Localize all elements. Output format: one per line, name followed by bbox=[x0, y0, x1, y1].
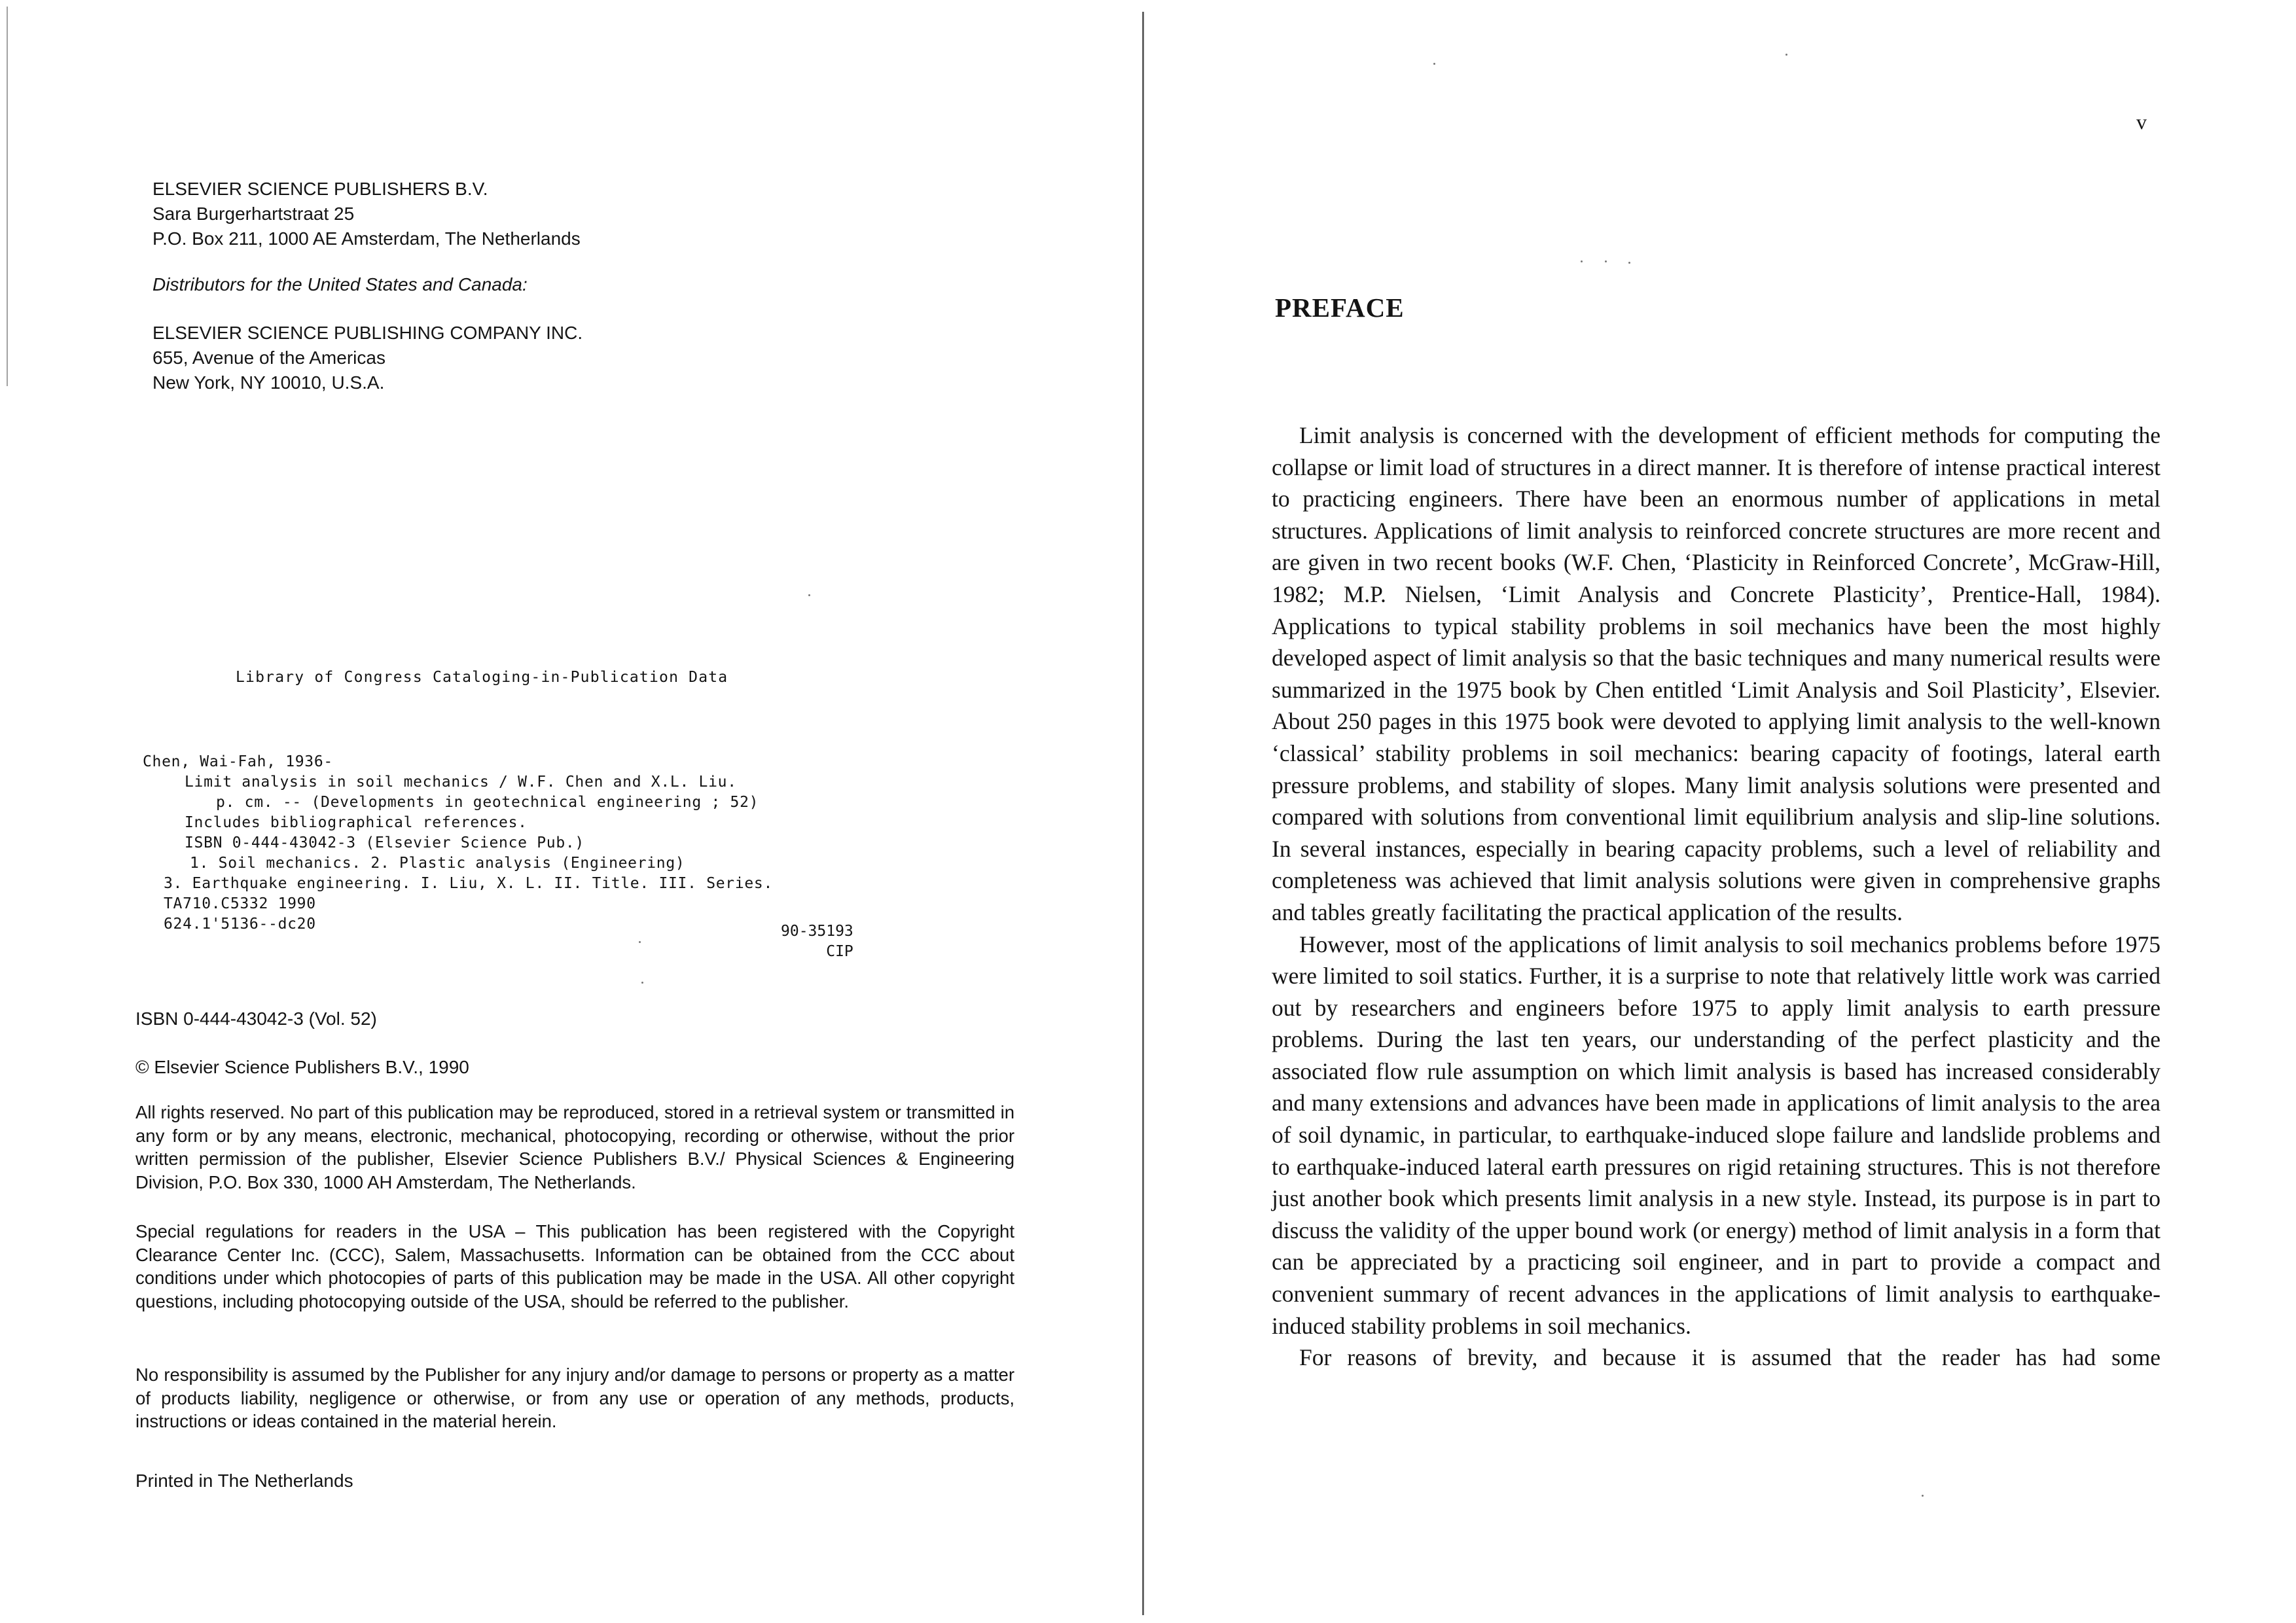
cip-heading: Library of Congress Cataloging-in-Publication Data bbox=[236, 669, 728, 686]
preface-paragraph: For reasons of brevity, and because it is assumed that the reader has had some bbox=[1299, 1344, 2161, 1371]
cip-line: Chen, Wai-Fah, 1936- bbox=[143, 753, 333, 770]
preface-paragraph: However, most of the applications of limit analysis to soil mechanics problems before 1975 were limited to soil statics. Further, it is a surprise to note that relatively little work was carried out by researchers and engineers before 1975 to apply limit analysis to earth pressure problems. During the last ten years, our understanding of the perfect plasticity and the associated flow rule assumption on which limit analysis is based has increased considerably and many extensions and advances have been made in applications of limit analysis to the area of soil dynamic, in particular, to earthquake-induced slope failure and landslide problems and to earthquake-induced lateral earth pressures on rigid retaining structures. This is not therefore just another book which presents limit analysis in a new style. Instead, its purpose is in part to discuss the validity of the upper bound work (or energy) method of limit analysis in a form that can be appreciated by a practicing soil engineer, and in part to provide a compact and convenient summary of recent advances in the applications of limit analysis to earthquake-induced stability problems in soil mechanics. bbox=[1272, 931, 2161, 1339]
cip-line: Includes bibliographical references. bbox=[185, 814, 528, 831]
us-publisher-city: New York, NY 10010, U.S.A. bbox=[152, 372, 385, 393]
printed-in: Printed in The Netherlands bbox=[135, 1471, 353, 1491]
scan-speck bbox=[1605, 260, 1607, 262]
scan-speck bbox=[1581, 260, 1583, 262]
cip-line: ISBN 0-444-43042-3 (Elsevier Science Pub.) bbox=[185, 834, 584, 851]
rights-notice: All rights reserved. No part of this publication may be reproduced, stored in a retrieval system or transmitted in any form or by any means, electronic, mechanical, photocopying, recording or otherwise, without the prior written permission of the publisher, Elsevier Science Publishers B.V./ Physical Sciences & Engineering Division, P.O. Box 330, 1000 AH Amsterdam, The Netherlands. bbox=[135, 1102, 1014, 1192]
cip-line: 624.1'5136--dc20 bbox=[164, 916, 316, 933]
distributors-label: Distributors for the United States and Canada: bbox=[152, 274, 528, 294]
scan-speck bbox=[639, 941, 641, 943]
special-regulations: Special regulations for readers in the USA – This publication has been registered with the Copyright Clearance Center Inc. (CCC), Salem, Massachusetts. Information can be obtained from the CCC about conditions under which photocopies of parts of this publication may be made in the USA. All other copyright questions, including photocopying outside of the USA, should be referred to the publisher. bbox=[135, 1221, 1014, 1311]
scan-speck bbox=[1433, 63, 1435, 65]
publisher-street: Sara Burgerhartstraat 25 bbox=[152, 204, 355, 224]
us-publisher-name: ELSEVIER SCIENCE PUBLISHING COMPANY INC. bbox=[152, 323, 583, 343]
preface-body bbox=[1272, 419, 2161, 1374]
page-number: v bbox=[2136, 110, 2147, 134]
us-publisher-street: 655, Avenue of the Americas bbox=[152, 348, 386, 368]
isbn: ISBN 0-444-43042-3 (Vol. 52) bbox=[135, 1008, 377, 1029]
publisher-po-box: P.O. Box 211, 1000 AE Amsterdam, The Netherlands bbox=[152, 228, 581, 249]
copyright-line: © Elsevier Science Publishers B.V., 1990 bbox=[135, 1057, 469, 1077]
cip-record bbox=[143, 753, 869, 969]
us-publisher-address bbox=[152, 321, 583, 395]
cip-mark: CIP bbox=[826, 943, 853, 960]
preface-paragraph: Limit analysis is concerned with the development of efficient methods for computing the collapse or limit load of structures in a direct manner. It is therefore of intense practical interest to practicing engineers. There have been an enormous number of applications in metal structures. Applications of limit analysis to reinforced concrete structures are more recent and are given in two recent books (W.F. Chen, ‘Plasticity in Reinforced Concrete’, McGraw-Hill, 1982; M.P. Nielsen, ‘Limit Analysis and Concrete Plasticity’, Prentice-Hall, 1984). Applications to typical stability problems in soil mechanics have been the most highly developed aspect of limit analysis so that the basic techniques and many numerical results were summarized in the 1975 book by Chen entitled ‘Limit Analysis and Soil Plasticity’, Elsevier. About 250 pages in this 1975 book were devoted to applying limit analysis to the well-known ‘classical’ stability problems in soil mechanics: bearing capacity of footings, lateral earth pressure problems, and stability of slopes. Many limit analysis solutions were presented and compared with solutions from conventional limit equilibrium analysis and slip-line solutions. In several instances, especially in bearing capacity problems, such a level of reliability and completeness was achieved that limit analysis solutions were given in comprehensive graphs and tables greatly facilitating the practical application of the results. bbox=[1272, 422, 2161, 925]
cip-control-block bbox=[781, 921, 853, 962]
scan-speck bbox=[1785, 54, 1787, 56]
cip-line: Limit analysis in soil mechanics / W.F. Chen and X.L. Liu. bbox=[185, 774, 737, 791]
cip-line: TA710.C5332 1990 bbox=[164, 895, 316, 912]
publisher-name: ELSEVIER SCIENCE PUBLISHERS B.V. bbox=[152, 179, 488, 199]
responsibility-notice: No responsibility is assumed by the Publisher for any injury and/or damage to persons or property as a matter of products liability, negligence or otherwise, or from any use or operation of any methods, products, instructions or ideas contained in the material herein. bbox=[135, 1364, 1014, 1431]
scan-speck bbox=[808, 594, 810, 596]
cip-line: 1. Soil mechanics. 2. Plastic analysis (Engineering) bbox=[190, 855, 685, 872]
cip-line: 3. Earthquake engineering. I. Liu, X. L. II. Title. III. Series. bbox=[164, 875, 774, 892]
cip-line: p. cm. -- (Developments in geotechnical engineering ; 52) bbox=[216, 794, 759, 811]
preface-title: PREFACE bbox=[1275, 293, 1405, 323]
scan-speck bbox=[1922, 1495, 1924, 1497]
publisher-address bbox=[152, 177, 581, 251]
scan-speck bbox=[641, 982, 643, 984]
scan-speck bbox=[1628, 262, 1630, 264]
cip-control-number: 90-35193 bbox=[781, 923, 853, 940]
